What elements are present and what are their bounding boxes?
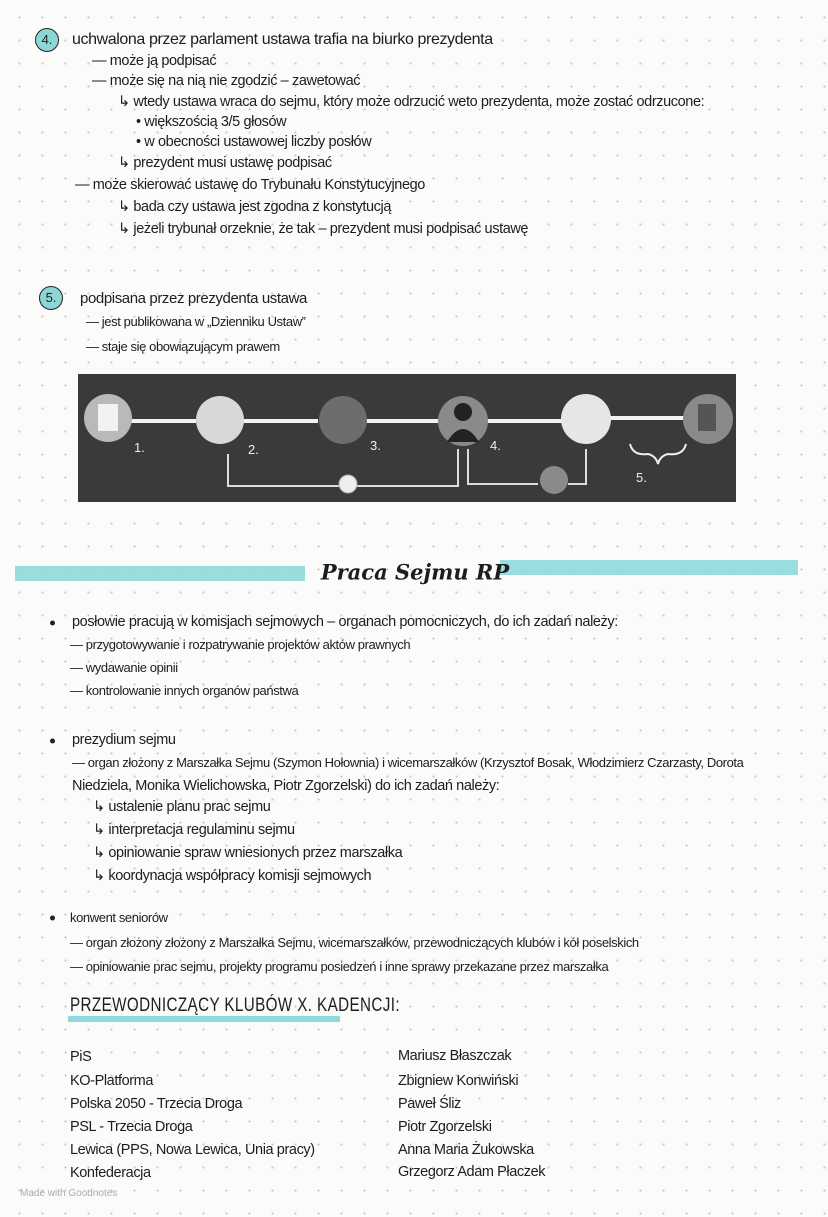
parliament-icon <box>196 396 244 444</box>
goodnotes-watermark: Made with Goodnotes <box>20 1188 118 1199</box>
note-line: ↳ bada czy ustawa jest zgodna z konstytucją <box>118 199 392 215</box>
note-line: • większością 3/5 głosów <box>136 114 287 130</box>
club-leader: Mariusz Błaszczak <box>398 1048 512 1064</box>
club-name: Konfederacja <box>70 1165 151 1181</box>
note-line: ↳ ustalenie planu prac sejmu <box>93 799 271 815</box>
bullet-icon <box>50 916 55 921</box>
note-line: — organ złożony z Marszałka Sejmu (Szymon Hołownia) i wicemarszałków (Krzysztof Bosak, Włodzimierz Czarzasty, Dorota <box>72 755 744 770</box>
club-leader: Grzegorz Adam Płaczek <box>398 1164 546 1180</box>
note-line: ↳ prezydent musi ustawę podpisać <box>118 155 332 171</box>
note-line: — opiniowanie prac sejmu, projekty programu posiedzeń i inne sprawy przekazane przez marszałka <box>70 959 609 974</box>
note-line: ↳ interpretacja regulaminu sejmu <box>93 822 295 838</box>
club-leader: Piotr Zgorzelski <box>398 1119 492 1135</box>
highlight-band-right <box>500 560 798 575</box>
section4-title: uchwalona przez parlament ustawa trafia na biurko prezydenta <box>72 31 493 48</box>
club-name: Lewica (PPS, Nowa Lewica, Unia pracy) <box>70 1142 315 1158</box>
step-label: 3. <box>370 438 381 453</box>
clubs-heading: PRZEWODNICZĄCY KLUBÓW X. KADENCJI: <box>70 995 401 1016</box>
section5-title: podpisana przez prezydenta ustawa <box>80 290 307 307</box>
note-line: — może skierować ustawę do Trybunału Konstytucyjnego <box>75 177 425 193</box>
step-label: 1. <box>134 440 145 455</box>
note-line: — jest publikowana w „Dzienniku Ustaw” <box>86 314 306 329</box>
note-line: ↳ jeżeli trybunał orzeknie, że tak – prezydent musi podpisać ustawę <box>118 221 529 237</box>
note-line: — wydawanie opinii <box>70 660 178 675</box>
club-name: PiS <box>70 1049 92 1065</box>
club-name: Polska 2050 - Trzecia Droga <box>70 1096 243 1112</box>
club-leader: Anna Maria Żukowska <box>398 1142 534 1158</box>
highlight-band-left <box>15 566 305 581</box>
note-line: ↳ wtedy ustawa wraca do sejmu, który może odrzucić weto prezydenta, może zostać odrzucone: <box>118 94 705 110</box>
step-label: 4. <box>490 438 501 453</box>
note-line: ↳ koordynacja współpracy komisji sejmowych <box>93 868 372 884</box>
note-line: — organ złożony złożony z Marszałka Sejmu, wicemarszałków, przewodniczących klubów i kół poselskich <box>70 935 639 950</box>
club-name: KO-Platforma <box>70 1073 154 1089</box>
legislative-process-diagram <box>78 374 736 502</box>
bullet-text: prezydium sejmu <box>72 732 176 748</box>
note-line: — kontrolowanie innych organów państwa <box>70 683 299 698</box>
section-number-5: 5. <box>39 286 63 310</box>
note-line: ↳ opiniowanie spraw wniesionych przez marszałka <box>93 845 403 861</box>
club-name: PSL - Trzecia Droga <box>70 1119 193 1135</box>
club-leader: Paweł Śliz <box>398 1096 461 1112</box>
senate-icon <box>319 396 367 444</box>
note-line: • w obecności ustawowej liczby posłów <box>136 134 372 150</box>
section-number-4: 4. <box>35 28 59 52</box>
note-line: — może ją podpisać <box>92 53 217 69</box>
step-label: 2. <box>248 442 259 457</box>
note-line: Niedziela, Monika Wielichowska, Piotr Zgorzelski) do ich zadań należy: <box>72 778 500 794</box>
bullet-text: konwent seniorów <box>70 910 168 925</box>
signed-document-icon <box>561 394 611 444</box>
note-line: — może się na nią nie zgodzić – zawetować <box>92 73 361 89</box>
bullet-icon <box>50 621 55 626</box>
note-line: — przygotowywanie i rozpatrywanie projektów aktów prawnych <box>70 637 411 652</box>
page-title: Praca Sejmu RP <box>320 559 510 585</box>
step-label: 5. <box>636 470 647 485</box>
bullet-text: posłowie pracują w komisjach sejmowych – organach pomocniczych, do ich zadań należy: <box>72 614 618 630</box>
note-line: — staje się obowiązującym prawem <box>86 339 280 354</box>
veto-hand-icon <box>339 475 357 493</box>
bullet-icon <box>50 739 55 744</box>
scales-icon <box>540 466 568 494</box>
club-leader: Zbigniew Konwiński <box>398 1073 519 1089</box>
